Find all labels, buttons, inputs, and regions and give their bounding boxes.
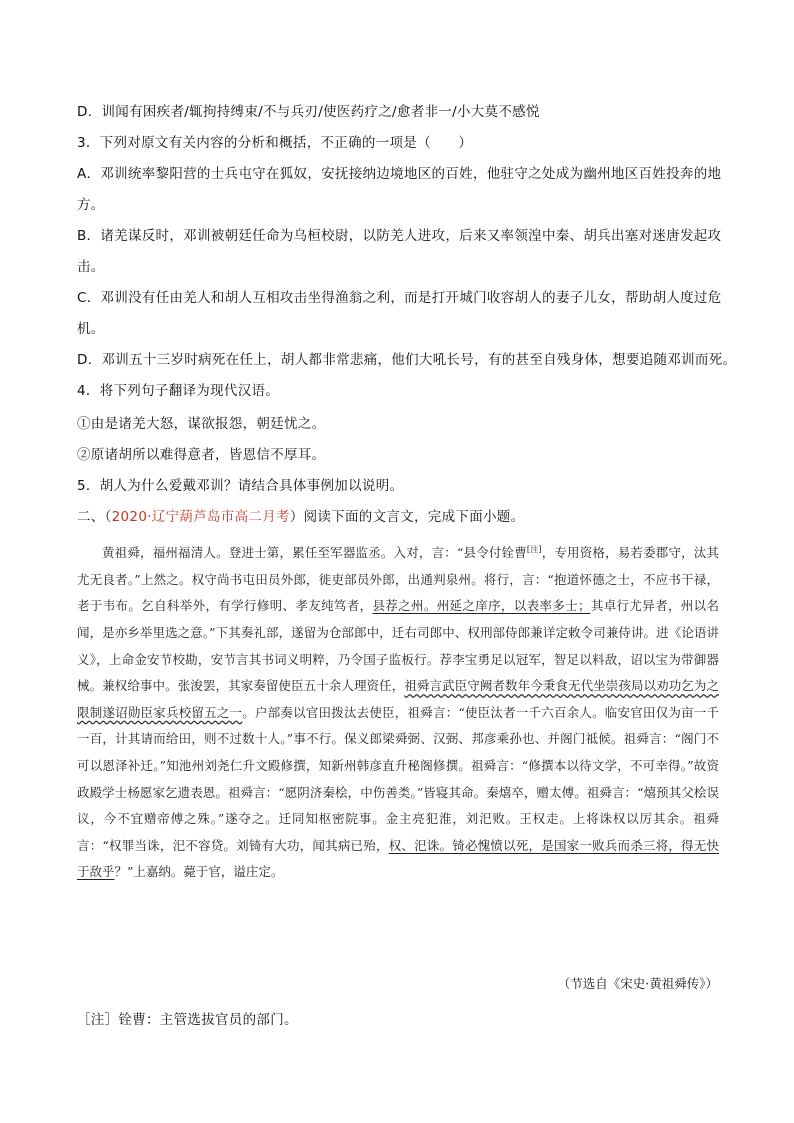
question-2-option-d: D．训闻有困疾者/辄拘持缚束/不与兵刃/使医药疗之/愈者非一/小大莫不感悦 (77, 104, 540, 120)
section-2-source-link[interactable]: 2020·辽宁葫芦岛市高二月考 (111, 509, 290, 525)
citation: （节选自《宋史·黄祖舜传》） (557, 976, 718, 991)
passage-paragraph (77, 537, 719, 886)
question-5: 5．胡人为什么爱戴邓训？请结合具体事例加以说明。 (77, 478, 404, 494)
q4-stem: 4．将下列句子翻译为现代汉语。 (77, 383, 280, 399)
wavy-underlined-sentence: 祖舜言武臣守阙者数年今秉食无代坐崇孩局以劝功乞为之限制遂诏勋臣家兵校留五之一 (77, 678, 719, 720)
section-2-instruction: ）阅读下面的文言文，完成下面小题。 (289, 509, 525, 525)
passage-text: ，专用资格，易若委郡守，汰其尤无良者。”上然之。权守尚书屯田员外郎，徙吏部员外郎，出通判泉州。将行，言：“抱道怀德之士，不应书干禄，老于韦布。乞自科举外，有学行修明、孝友纯笃者， (77, 545, 719, 614)
q4-sentence-2: ②原诸胡所以难得意者，皆恩信不厚耳。 (77, 447, 326, 463)
underlined-sentence-2: 权、汜诛。锜必愧愤以死，是国家一败兵而杀三将，得无快于敌乎 (77, 837, 719, 880)
q3-stem: 3．下列对原文有关内容的分析和概括，不正确的一项是（ ） (77, 135, 473, 151)
footnote: ［注］铨曹：主管选拔官员的部门。 (77, 1012, 298, 1028)
q3-option-a-line2: 方。 (77, 197, 105, 213)
q3-option-b-line2: 击。 (77, 259, 105, 275)
passage-note-marker: [注] (526, 545, 542, 554)
q3-option-a-line1: A．邓训统率黎阳营的士兵屯守在狐奴，安抚接纳边境地区的百姓，他驻守之处成为幽州地区百姓投奔的地 (77, 166, 722, 182)
passage-text: 黄祖舜，福州福清人。登进士第，累任至军器监丞。入对，言：“县令付铨曹 (102, 545, 527, 561)
q3-option-d: D．邓训五十三岁时病死在任上，胡人都非常悲痛，他们大吼长号，有的甚至自残身体，想要追随邓训而死。 (77, 352, 737, 368)
q3-option-c-line1: C．邓训没有任由羌人和胡人互相攻击坐得渔翁之利，而是打开城门收容胡人的妻子儿女，帮助胡人度过危 (77, 290, 722, 306)
q3-option-c-line2: 机。 (77, 321, 105, 337)
classical-passage (77, 537, 719, 886)
section-2-prefix: 二、（ (77, 509, 112, 525)
passage-text: ？”上嘉纳。薨于官，谥庄定。 (114, 864, 284, 880)
q4-sentence-1: ①由是诸羌大怒，谋欲报怨，朝廷忧之。 (77, 416, 326, 432)
underlined-sentence-1: 县荐之州。州延之庠序，以表率多士； (372, 598, 591, 614)
passage-text: 。户部奏以官田拨汰去使臣，祖舜言：“使臣汰者一千六百余人。临安官田仅为亩一千一百，计其请而给田，则不过数十人。”事不行。保义郎梁舜弼、汉弼、邦彦乘孙也、并阁门祗候。祖舜言：“阁门不可以恩泽补迁。”知池州刘尧仁升文殿修撰，知新州韩彦直升秘阁修撰。祖舜言：“修撰本以待文学，不可幸得。”故资政殿学士杨愿家乞遗表恩。祖舜言：“愿阴济秦桧，中伤善类。”皆寝其命。秦熺卒，赠太傅。祖舜言：“熺预其父桧误议，今不宜赠帝傅之殊。”遂夺之。迁同知枢密院事。金主亮犯淮，刘汜败。王权走。上将诛权以厉其余。祖舜言：“权罪当诛，汜不容贷。刘锜有大功，闻其病已殆， (77, 704, 719, 853)
q3-option-b-line1: B．诸羌谋反时，邓训被朝廷任命为乌桓校尉，以防羌人进攻，后来又率领湟中秦、胡兵出塞对迷唐发起攻 (77, 228, 722, 244)
passage-text: 其卓行尤异者，州以名闻，是亦乡举里选之意。”下其奏礼部，遂留为仓部郎中，迁右司郎中、权刑部侍郎兼详定敕令司兼侍讲。进《论语讲义》，上命金安节校勘，安节言其书词义明粹，乃令国子监板行。荐李宝勇足以冠军，智足以料敌，诏以宝为带御器械。兼权给事中。张浚罢，其家奏留使臣五十余人理资任， (77, 598, 719, 694)
section-2-heading (77, 509, 524, 526)
